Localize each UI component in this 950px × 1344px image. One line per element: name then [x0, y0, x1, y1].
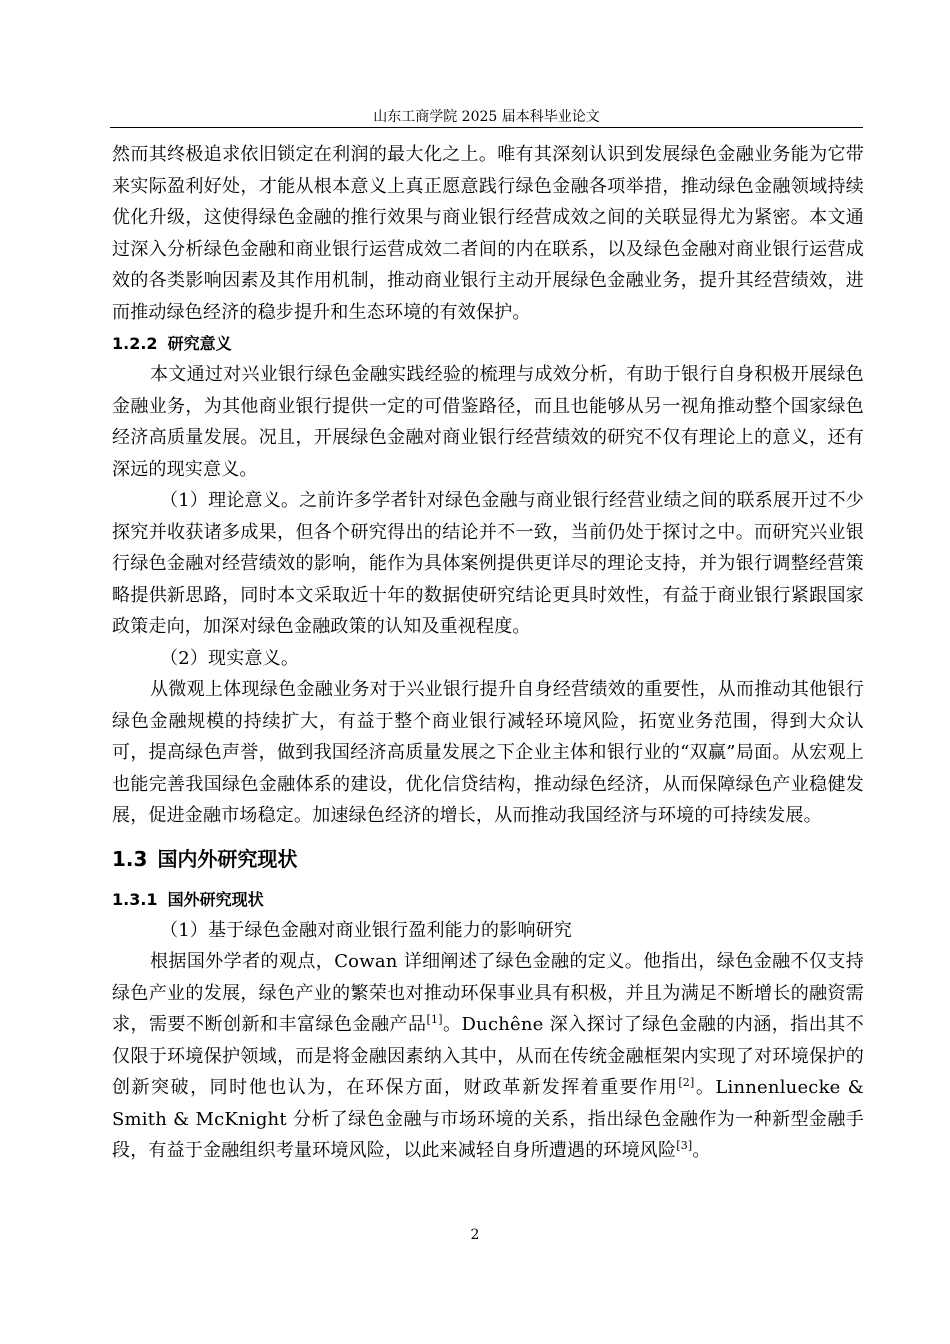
- citation-1: [1]: [426, 1013, 443, 1026]
- paragraph-7-text-d: 。: [692, 1140, 711, 1161]
- paragraph-4: （2）现实意义。: [160, 647, 300, 669]
- page-number: 2: [470, 1227, 480, 1243]
- paragraph-3: （1）理论意义。之前许多学者针对绿色金融与商业银行经营业绩之间的联系展开过不少探究并收获诸多成果，但各个研究得出的结论并不一致，当前仍处于探讨之中。而研究兴业银行绿色金融对经营绩效的影响，能作为具体案例提供更详尽的理论支持，并为银行调整经营策略提供新思路，同时本文采取近十年的数据使研究结论更具时效性，有益于商业银行紧跟国家政策走向，加深对绿色金融政策的认知及重视程度。: [112, 490, 864, 637]
- paragraph-2: 本文通过对兴业银行绿色金融实践经验的梳理与成效分析，有助于银行自身积极开展绿色金融业务，为其他商业银行提供一定的可借鉴路径，而且也能够从另一视角推动整个国家绿色经济高质量发展。况且，开展绿色金融对商业银行经营绩效的研究不仅有理论上的意义，还有深远的现实意义。: [112, 364, 864, 480]
- paragraph-7-text-a: 根据国外学者的观点，Cowan 详细阐述了绿色金融的定义。他指出，绿色金融不仅支持绿色产业的发展，绿色产业的繁荣也对推动环保事业具有积极，并且为满足不断增长的融资需求，需要不断创新和丰富绿色金融产品: [112, 951, 864, 1035]
- section-title: 国内外研究现状: [157, 846, 298, 871]
- section-number: 1.3.1: [112, 889, 158, 909]
- section-number: 1.2.2: [112, 334, 158, 353]
- section-heading-1-2-2: [112, 328, 864, 359]
- section-number: 1.3: [112, 846, 148, 871]
- section-title: 国外研究现状: [167, 889, 264, 909]
- section-heading-1-3: [112, 844, 864, 874]
- paragraph-7-text-c: 。Linnenluecke & Smith & McKnight 分析了绿色金融与市场环境的关系，指出绿色金融作为一种新型金融手段，有益于金融组织考量环境风险，以此来减轻自身所遭遇的环境风险: [112, 1077, 865, 1161]
- paragraph-5: 从微观上体现绿色金融业务对于兴业银行提升自身经营绩效的重要性，从而推动其他银行绿色金融规模的持续扩大，有益于整个商业银行减轻环境风险，拓宽业务范围，得到大众认可，提高绿色声誉，做到我国经济高质量发展之下企业主体和银行业的“双赢”局面。从宏观上也能完善我国绿色金融体系的建设，优化信贷结构，推动绿色经济，从而保障绿色产业稳健发展，促进金融市场稳定。加速绿色经济的增长，从而推动我国经济与环境的可持续发展。: [112, 679, 864, 826]
- paragraph-7: [112, 946, 864, 1167]
- citation-2: [2]: [678, 1076, 695, 1089]
- paragraph-1: 然而其终极追求依旧锁定在利润的最大化之上。唯有其深刻认识到发展绿色金融业务能为它带来实际盈利好处，才能从根本意义上真正愿意践行绿色金融各项举措，推动绿色金融领域持续优化升级，这使得绿色金融的推行效果与商业银行经营成效之间的关联显得尤为紧密。本文通过深入分析绿色金融和商业银行运营成效二者间的内在联系，以及绿色金融对商业银行运营成效的各类影响因素及其作用机制，推动商业银行主动开展绿色金融业务，提升其经营绩效，进而推动绿色经济的稳步提升和生态环境的有效保护。: [112, 144, 864, 323]
- section-title: 研究意义: [167, 334, 232, 353]
- paragraph-6: （1）基于绿色金融对商业银行盈利能力的影响研究: [160, 919, 573, 941]
- header-divider: [110, 127, 863, 128]
- section-heading-1-3-1: [112, 884, 864, 915]
- document-body: [112, 139, 864, 1167]
- page-header: 山东工商学院 2025 届本科毕业论文: [373, 109, 600, 125]
- citation-3: [3]: [676, 1139, 693, 1152]
- paragraph-7-text-b: 。Duchêne 深入探讨了绿色金融的内涵，指出其不仅限于环境保护领域，而是将金融因素纳入其中，从而在传统金融框架内实现了对环境保护的创新突破，同时他也认为，在环保方面，财政革新发挥着重要作用: [112, 1014, 864, 1098]
